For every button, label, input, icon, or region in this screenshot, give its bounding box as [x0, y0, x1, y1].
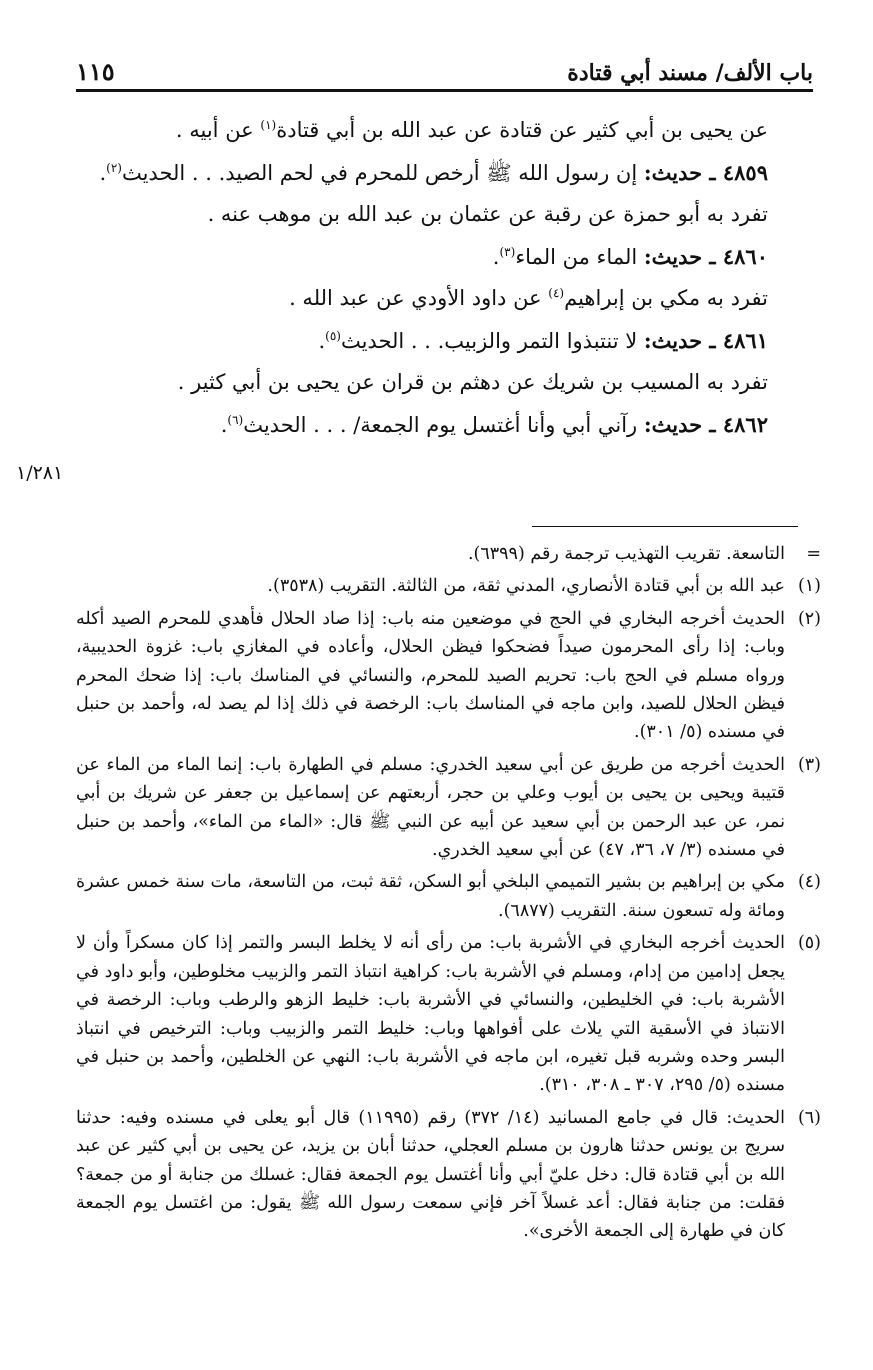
footnote — [76, 1104, 821, 1246]
hadith-4859 — [60, 152, 813, 195]
hadith-4862 — [60, 404, 813, 447]
footnote-text: عبد الله بن أبي قتادة الأنصاري، المدني ثقة، من الثالثة. التقريب (٣٥٣٨). — [267, 576, 785, 597]
hadith-number: ٤٨٦٠ ـ حديث: — [643, 243, 768, 269]
paragraph-tafarrud-3 — [60, 362, 813, 404]
footnote-text: الحديث أخرجه البخاري في الأشربة باب: من رأى أنه لا يخلط البسر والتمر إذا كان مسكراً وأن لا يجعل إدامين من إدام، ومسلم في الأشربة باب: كراهية انتباذ التمر والزبيب مخلوطين، وأبو داود في الأشربة باب: في الخليطين، والنسائي في الأشربة باب: خليط الزهو والرطب وباب: الرخصة في الانتباذ في الأسقية التي يلاث على أفواهها وباب: خليط التمر والزبيب وباب: الترخيص في انتباذ البسر وحده وشربه قبل تغيره، ابن ماجه في الأشربة باب: النهي عن الخلطين، وأحمد بن حنبل في مسنده (٥/ ٢٩٥، ٣٠٧ ـ ٣٠٨، ٣١٠). — [76, 933, 785, 1096]
text-span: . — [99, 160, 107, 185]
text-span: . — [220, 412, 228, 437]
footnote-number: = — [806, 544, 821, 564]
footnote-number: (٣) — [797, 754, 821, 775]
text-span: عن يحيى بن أبي كثير عن قتادة عن عبد الله بن أبي قتادة — [276, 118, 768, 142]
footnote-text: الحديث أخرجه البخاري في الحج في موضعين منه باب: إذا صاد الحلال فأهدي للمحرم الصيد أكله وباب: إذا رأى المحرمون صيداً فضحكوا فيظن الحلال، وأعاده في المغازي باب: غزوة الحديبية، ورواه مسلم في الحج باب: تحريم الصيد للمحرم، والنسائي في المناسك باب: إذا ضحك المحرم فيظن الحلال للصيد، وابن ماجه في المناسك باب: الرخصة في ذلك إذا لم يصد له، وأحمد بن حنبل في مسنده (٥/ ٣٠١). — [76, 608, 785, 743]
text-span: تفرد به مكي بن إبراهيم — [564, 286, 768, 310]
footnote-text: التاسعة. تقريب التهذيب ترجمة رقم (٦٣٩٩). — [467, 544, 785, 564]
footnote — [76, 868, 821, 925]
text-span: عن أبيه . — [175, 118, 261, 142]
footnote-ref: (٣) — [499, 244, 516, 259]
footnote-ref: (١) — [260, 118, 277, 132]
paragraph-tafarrud-2 — [60, 278, 813, 320]
footnote-ref: (٤) — [548, 286, 565, 300]
footnote-separator — [532, 526, 798, 527]
footnote-text: مكي بن إبراهيم بن بشير التميمي البلخي أبو السكن، ثقة ثبت، من التاسعة، مات سنة خمس عشرة ومائة وله تسعون سنة. التقريب (٦٨٧٧). — [76, 872, 785, 921]
paragraph-tafarrud-1 — [60, 194, 813, 236]
hadith-number: ٤٨٥٩ ـ حديث: — [643, 159, 768, 185]
hadith-4861 — [60, 320, 813, 363]
footnote — [76, 605, 821, 747]
footnote-ref: (٥) — [325, 328, 341, 343]
footnote — [76, 572, 821, 600]
page-number: ١١٥ — [76, 57, 115, 86]
hadith-4860 — [60, 236, 813, 279]
page-header — [76, 44, 813, 92]
text-span: عن داود الأودي عن عبد الله . — [289, 286, 549, 310]
footnote-number: (٤) — [797, 872, 821, 893]
footnote-ref: (٢) — [106, 160, 122, 175]
hadith-text: الماء من الماء — [515, 244, 644, 269]
footnote — [76, 751, 821, 865]
manuscript-folio-ref: ١/٢٨١ — [16, 462, 64, 484]
text-span: . — [492, 244, 500, 269]
hadith-text: إن رسول الله ﷺ أرخص للمحرم في لحم الصيد. . . الحديث — [121, 160, 644, 185]
footnote-number: (٦) — [797, 1107, 821, 1128]
text-span: تفرد به أبو حمزة عن رقبة عن عثمان بن عبد الله بن موهب عنه . — [207, 202, 768, 226]
footnote-text: الحديث: قال في جامع المسانيد (١٤/ ٣٧٢) رقم (١١٩٩٥) قال أبو يعلى في مسنده وفيه: حدثنا سريج بن يونس حدثنا هارون بن مسلم العجلي، حدثنا أبان بن يزيد، عن يحيى بن أبي كثير عن عبد الله بن أبي قتادة قال: دخل عليّ أبي وأنا أغتسل يوم الجمعة فقال: غسلك من جنابة أو من جمعة؟ فقلت: من جنابة فقال: أعد غسلاً آخر فإني سمعت رسول الله ﷺ يقول: من اغتسل يوم الجمعة كان في طهارة إلى الجمعة الأخرى». — [76, 1107, 785, 1242]
hadith-text: رآني أبي وأنا أغتسل يوم الجمعة/ . . . الحديث — [243, 412, 644, 437]
footnote-text: الحديث أخرجه من طريق عن أبي سعيد الخدري: مسلم في الطهارة باب: إنما الماء من الماء عن قتيبة ويحيى بن يحيى بن أيوب وعلي بن حجر، أربعتهم عن إسماعيل بن جعفر عن شريك بن أبي نمر، عن عبد الرحمن بن أبي سعيد عن أبيه عن النبي ﷺ قال: «الماء من الماء»، وأحمد بن حنبل في مسنده (٣/ ٧، ٣٦، ٤٧) عن أبي سعيد الخدري. — [76, 754, 785, 861]
footnote-number: (٢) — [797, 608, 821, 629]
running-title: باب الألف/ مسند أبي قتادة — [567, 60, 813, 86]
footnote — [76, 929, 821, 1099]
footnote-number: (٥) — [797, 933, 821, 954]
hadith-number: ٤٨٦٢ ـ حديث: — [643, 411, 768, 437]
hadith-number: ٤٨٦١ ـ حديث: — [643, 327, 768, 353]
footnote-number: (١) — [797, 576, 821, 597]
paragraph-intro — [60, 110, 813, 152]
text-span: . — [318, 328, 326, 353]
footnotes — [76, 540, 821, 1250]
footnote — [76, 540, 821, 568]
hadith-text: لا تنتبذوا التمر والزبيب. . . الحديث — [340, 328, 644, 353]
text-span: تفرد به المسيب بن شريك عن دهثم بن قران عن يحيى بن أبي كثير . — [177, 370, 768, 394]
main-text — [60, 110, 813, 446]
footnote-ref: (٦) — [227, 412, 244, 427]
